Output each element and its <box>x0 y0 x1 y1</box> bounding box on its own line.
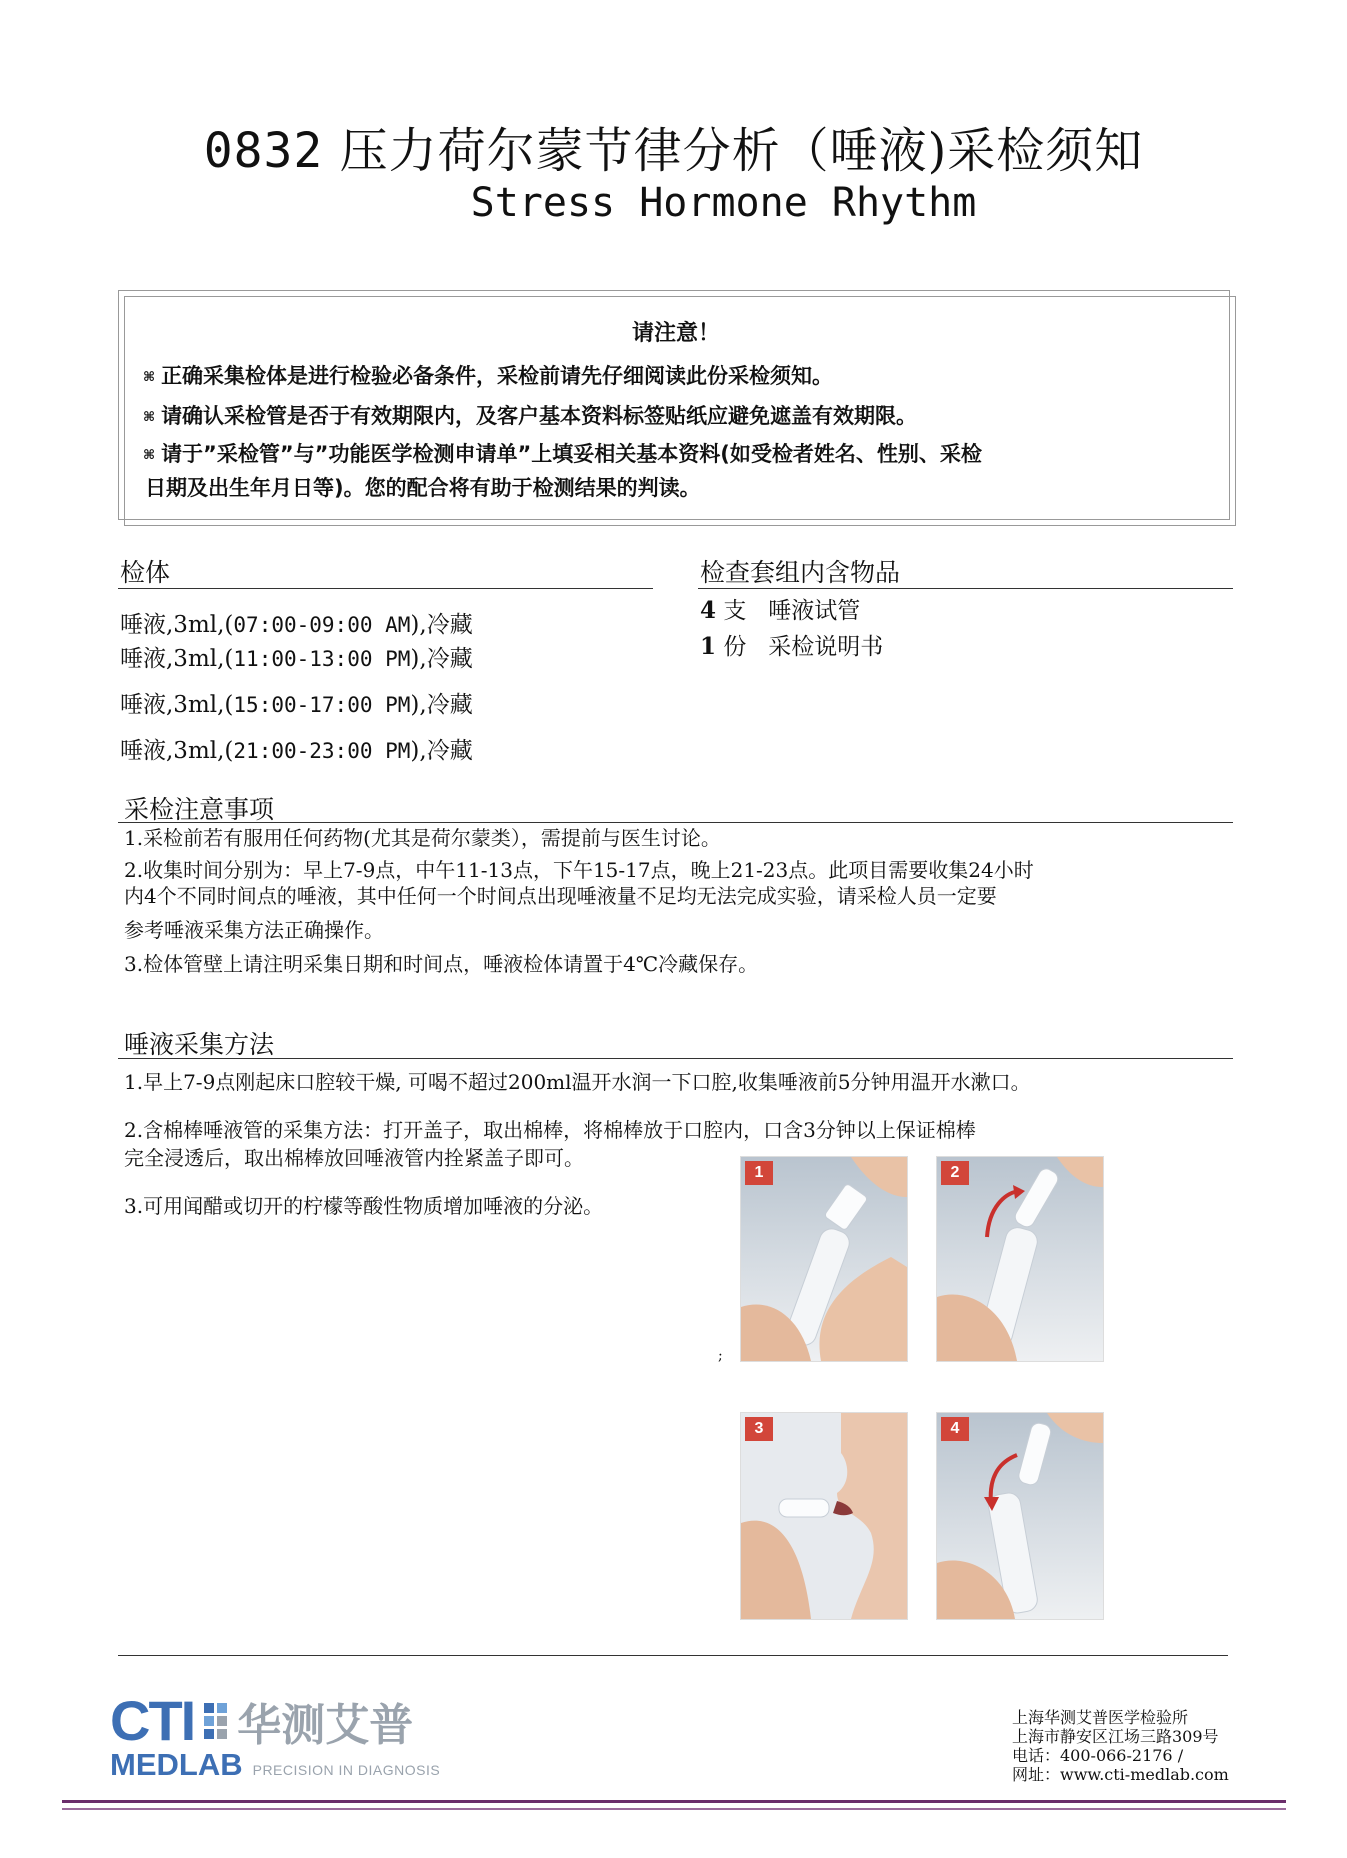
precaution-item-1: 1.采检前若有服用任何药物(尤其是荷尔蒙类），需提前与医生讨论。 <box>124 826 721 850</box>
specimen-item: 唾液,3ml,(11:00-13:00 PM),冷藏 <box>120 646 473 672</box>
step-badge: 2 <box>941 1161 969 1185</box>
specimen-item: 唾液,3ml,(15:00-17:00 PM),冷藏 <box>120 692 473 718</box>
notice-line <box>143 400 917 430</box>
method-divider <box>118 1058 1233 1059</box>
company-logo <box>110 1688 440 1783</box>
method-heading: 唾液采集方法 <box>124 1030 275 1059</box>
footer-website: 网址：www.cti-medlab.com <box>1012 1765 1229 1784</box>
footer-divider <box>118 1655 1228 1656</box>
logo-tagline: PRECISION IN DIAGNOSIS <box>252 1762 441 1778</box>
logo-chinese-name: 华测艾普 <box>237 1699 414 1751</box>
notice-line-text: 请于”采检管”与”功能医学检测申请单”上填妥相关基本资料(如受检者姓名、性别、采检 <box>161 442 982 466</box>
logo-squares-icon <box>204 1703 227 1739</box>
title-code: 0832 <box>203 123 324 179</box>
notice-line <box>143 360 833 390</box>
step-1-illustration <box>740 1156 908 1362</box>
footer-phone: 电话：400-066-2176 / <box>1012 1746 1184 1765</box>
method-item-1: 1.早上7-9点刚起床口腔较干燥, 可喝不超过200ml温开水润一下口腔,收集唾液前5分钟用温开水漱口。 <box>124 1070 1031 1094</box>
command-symbol-icon: ⌘ <box>143 448 156 463</box>
precaution-item-2: 2.收集时间分别为：早上7-9点，中午11-13点，下午15-17点，晚上21-23点。此项目需要收集24小时 <box>124 858 1034 882</box>
kit-item: 4 支 唾液试管 <box>700 597 861 624</box>
kit-heading: 检查套组内含物品 <box>700 558 901 587</box>
notice-heading: 请注意！ <box>631 321 720 346</box>
precaution-item-2-cont: 内4个不同时间点的唾液，其中任何一个时间点出现唾液量不足均无法完成实验，请采检人员一定要 <box>124 884 997 908</box>
step-2-illustration <box>936 1156 1104 1362</box>
logo-medlab-text: MEDLAB <box>110 1747 243 1782</box>
notice-line-text: 请确认采检管是否于有效期限内，及客户基本资料标签贴纸应避免遮盖有效期限。 <box>161 404 918 428</box>
method-item-2-cont: 完全浸透后，取出棉棒放回唾液管内拴紧盖子即可。 <box>124 1146 584 1170</box>
command-symbol-icon: ⌘ <box>143 410 156 425</box>
precautions-heading: 采检注意事项 <box>124 795 275 824</box>
page-subtitle: Stress Hormone Rhythm <box>470 180 977 226</box>
notice-line <box>143 438 982 468</box>
kit-item: 1 份 采检说明书 <box>700 633 884 660</box>
specimen-heading: 检体 <box>120 558 171 587</box>
method-item-3: 3.可用闻醋或切开的柠檬等酸性物质增加唾液的分泌。 <box>124 1194 604 1218</box>
command-symbol-icon: ⌘ <box>143 370 156 385</box>
step-badge: 4 <box>941 1417 969 1441</box>
title-text: 压力荷尔蒙节律分析（唾液)采检须知 <box>339 123 1144 179</box>
precaution-item-3: 3.检体管壁上请注明采集日期和时间点，唾液检体请置于4℃冷藏保存。 <box>124 952 759 976</box>
kit-divider <box>698 588 1233 589</box>
page-title <box>0 112 1347 181</box>
step-4-illustration <box>936 1412 1104 1620</box>
step-badge: 3 <box>745 1417 773 1441</box>
footer-bar-thin <box>62 1808 1286 1810</box>
step-3-illustration <box>740 1412 908 1620</box>
method-item-2: 2.含棉棒唾液管的采集方法：打开盖子，取出棉棒，将棉棒放于口腔内，口含3分钟以上保证棉棒 <box>124 1118 976 1142</box>
footer-bar <box>62 1800 1286 1803</box>
notice-line-text: 正确采集检体是进行检验必备条件，采检前请先仔细阅读此份采检须知。 <box>161 364 834 388</box>
precaution-item-2-cont: 参考唾液采集方法正确操作。 <box>124 918 384 942</box>
specimen-item: 唾液,3ml,(07:00-09:00 AM),冷藏 <box>120 612 473 638</box>
logo-cti-text: CTI <box>110 1689 195 1752</box>
footer-address-line: 上海华测艾普医学检验所 <box>1012 1708 1189 1727</box>
step-badge: 1 <box>745 1161 773 1185</box>
stray-mark: ; <box>718 1348 723 1364</box>
specimen-item: 唾液,3ml,(21:00-23:00 PM),冷藏 <box>120 738 473 764</box>
specimen-divider <box>118 588 653 589</box>
footer-address-line: 上海市静安区江场三路309号 <box>1012 1727 1219 1746</box>
notice-continuation: 日期及出生年月日等)。您的配合将有助于检测结果的判读。 <box>145 476 701 500</box>
